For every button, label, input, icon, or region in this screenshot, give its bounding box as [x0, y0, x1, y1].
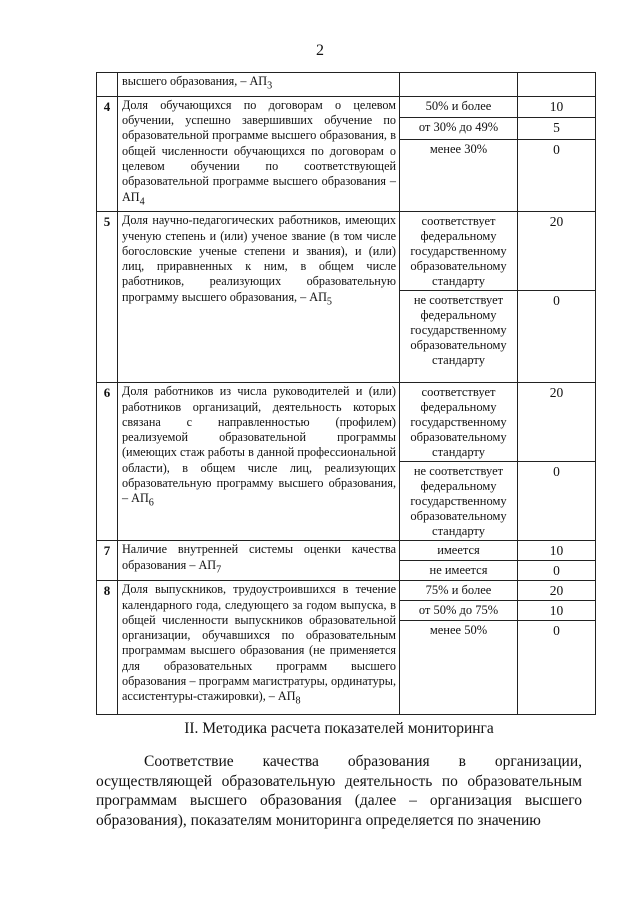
indicator-description: Доля обучающихся по договорам о целевом обучении, успешно завершивших обучение по образовательной программе высшего образования, в общей численности обучающихся по договорам о целевом обучении по соответствующей образовательной программе высшего образования – $АП_4$ — [118, 96, 400, 212]
table-row — [97, 73, 596, 97]
criterion-value: от 50% до 75% — [400, 601, 518, 621]
row-number — [97, 73, 118, 97]
table-row — [97, 383, 596, 462]
criterion-value: не имеется — [400, 561, 518, 581]
criterion-points: 10 — [518, 601, 596, 621]
indicator-description: Наличие внутренней системы оценки качества образования – $АП_7$ — [118, 541, 400, 581]
indicator-description: Доля работников из числа руководителей и (или) работников организаций, деятельность которых связана с направленностью (профилем) реализуемой образовательной программы (имеющих стаж работы в данной профессиональной области), в общем числе лиц, реализующих образовательную программу высшего образования, – $АП_6$ — [118, 383, 400, 541]
criterion-points — [518, 73, 596, 97]
criterion-value: имеется — [400, 541, 518, 561]
criterion-value — [400, 73, 518, 97]
criterion-points: 20 — [518, 581, 596, 601]
page-number: 2 — [316, 42, 324, 59]
criterion-value: от 30% до 49% — [400, 118, 518, 139]
table-row — [97, 96, 596, 117]
criterion-value: 75% и более — [400, 581, 518, 601]
table-row — [97, 581, 596, 601]
criterion-value: 50% и более — [400, 96, 518, 117]
criterion-value: не соответствует федеральному государственному образовательному стандарту — [400, 291, 518, 383]
table-row — [97, 541, 596, 561]
table-row — [97, 212, 596, 291]
row-number: 7 — [97, 541, 118, 581]
criterion-points: 0 — [518, 462, 596, 541]
criterion-points: 10 — [518, 96, 596, 117]
criterion-points: 20 — [518, 212, 596, 291]
criterion-points: 20 — [518, 383, 596, 462]
indicator-description: Доля научно-педагогических работников, имеющих ученую степень и (или) ученое звание (в том числе богословские ученые степени и звания), и (или) лиц, приравненных к ним, в общем числе работников, реализующих образовательную программу высшего образования, – $АП_5$ — [118, 212, 400, 383]
body-paragraph: Соответствие качества образования в организации, осуществляющей образовательную деятельность по образовательным программам высшего образования (далее – организация высшего образования), показателям мониторинга определяется по значению — [96, 753, 582, 829]
criterion-points: 0 — [518, 291, 596, 383]
row-number: 6 — [97, 383, 118, 541]
criterion-value: соответствует федеральному государственному образовательному стандарту — [400, 383, 518, 462]
criterion-value: соответствует федеральному государственному образовательному стандарту — [400, 212, 518, 291]
criterion-points: 0 — [518, 561, 596, 581]
criterion-points: 5 — [518, 118, 596, 139]
criterion-points: 0 — [518, 139, 596, 212]
row-number: 5 — [97, 212, 118, 383]
criteria-table — [96, 72, 596, 715]
criterion-value: не соответствует федеральному государственному образовательному стандарту — [400, 462, 518, 541]
row-number: 8 — [97, 581, 118, 715]
section-title: II. Методика расчета показателей мониторинга — [184, 720, 494, 737]
row-number: 4 — [97, 96, 118, 212]
criterion-points: 0 — [518, 621, 596, 715]
indicator-description: Доля выпускников, трудоустроившихся в течение календарного года, следующего за годом выпуска, в общей численности выпускников образовательной организации, обучавшихся по образовательным программам высшего образования (не применяется для образовательных программ высшего образования – программ магистратуры, ординатуры, ассистентуры-стажировки), – $АП_8$ — [118, 581, 400, 715]
indicator-description: высшего образования, – $АП_3$ — [118, 73, 400, 97]
criterion-points: 10 — [518, 541, 596, 561]
criterion-value: менее 30% — [400, 139, 518, 212]
criterion-value: менее 50% — [400, 621, 518, 715]
